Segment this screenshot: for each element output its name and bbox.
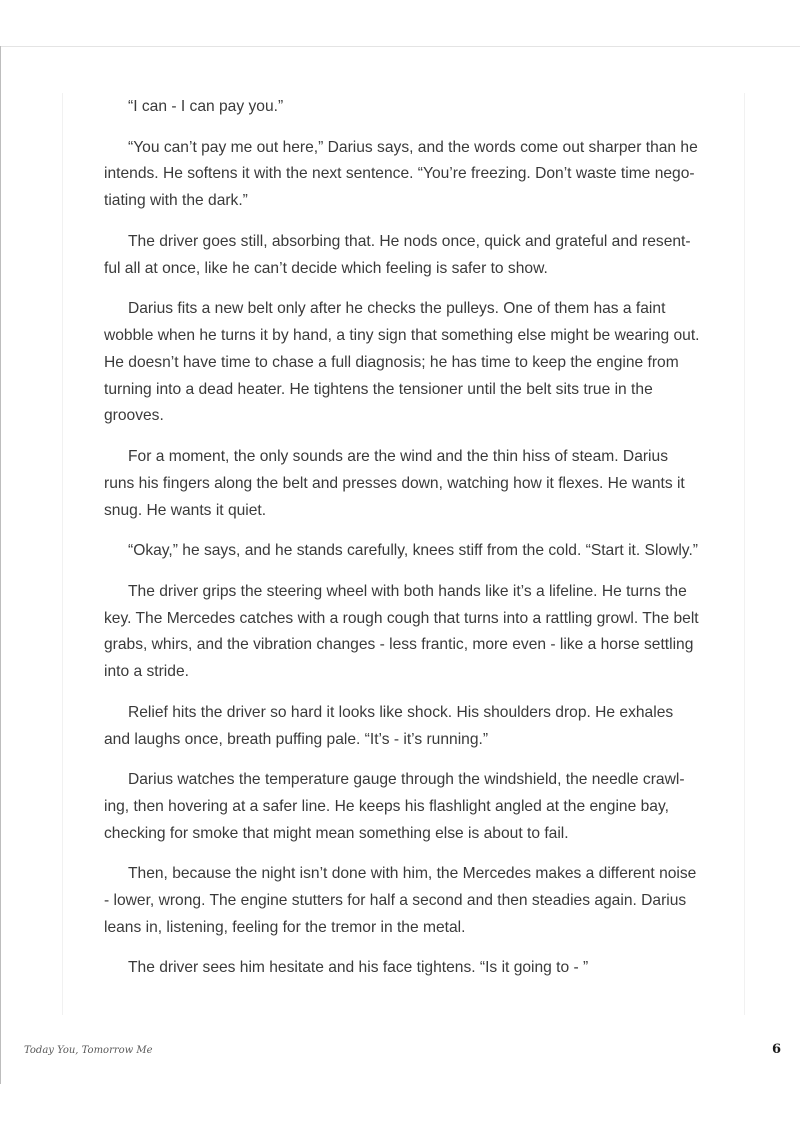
footer-book-title: Today You, Tomorrow Me xyxy=(24,1045,153,1056)
paragraph-10: Then, because the night isn’t done with him, the Mercedes makes a different noise - lower, wrong. The engine stutters for half a second and then steadies again. Darius leans in, listening, feeling for the tremor in the metal. xyxy=(104,865,697,936)
paragraph-11: The driver sees him hesitate and his face tightens. “Is it going to - ” xyxy=(128,959,589,977)
paragraph-7: The driver grips the steering wheel with both hands like it’s a lifeline. He turns the key. The Mercedes catches with a rough cough that turns into a rattling growl. The belt grabs, whirs, and the vibration changes - less frantic, more even - like a horse settling into a stride. xyxy=(104,582,699,681)
paragraph-8: Relief hits the driver so hard it looks like shock. His shoulders drop. He exhales and laughs once, breath puffing pale. “It’s - it’s running.” xyxy=(104,703,674,748)
top-divider xyxy=(0,46,800,47)
paragraph-5: For a moment, the only sounds are the wind and the thin hiss of steam. Darius runs his fingers along the belt and presses down, watching how it flexes. He wants it snug. He wants it quiet. xyxy=(104,447,685,519)
paragraph-2: “You can’t pay me out here,” Darius says, and the words come out sharper than he intends. He softens it with the next sentence. “You’re freezing. Don’t waste time negotiating with the dark.” xyxy=(104,138,698,210)
page-left-edge xyxy=(0,46,1,1084)
paragraph-3: The driver goes still, absorbing that. He nods once, quick and grateful and resentful all at once, like he can’t decide which feeling is safer to show. xyxy=(104,232,691,277)
body-text xyxy=(104,94,700,996)
paragraph-6: “Okay,” he says, and he stands carefully, knees stiff from the cold. “Start it. Slowly.” xyxy=(128,542,698,560)
paragraph-9: Darius watches the temperature gauge through the windshield, the needle crawling, then hovering at a safer line. He keeps his flashlight angled at the engine bay, checking for smoke that might mean something else is about to fail. xyxy=(104,771,685,842)
paragraph-1: “I can - I can pay you.” xyxy=(128,98,284,115)
footer-page-number: 6 xyxy=(771,1042,781,1057)
paragraph-4: Darius fits a new belt only after he checks the pulleys. One of them has a faint wobble when he turns it by hand, a tiny sign that something else might be wearing out. He doesn’t have time to chase a full diagnosis; he has time to keep the engine from turning into a dead heater. He tightens the tensioner until the belt sits true in the grooves. xyxy=(104,300,700,425)
